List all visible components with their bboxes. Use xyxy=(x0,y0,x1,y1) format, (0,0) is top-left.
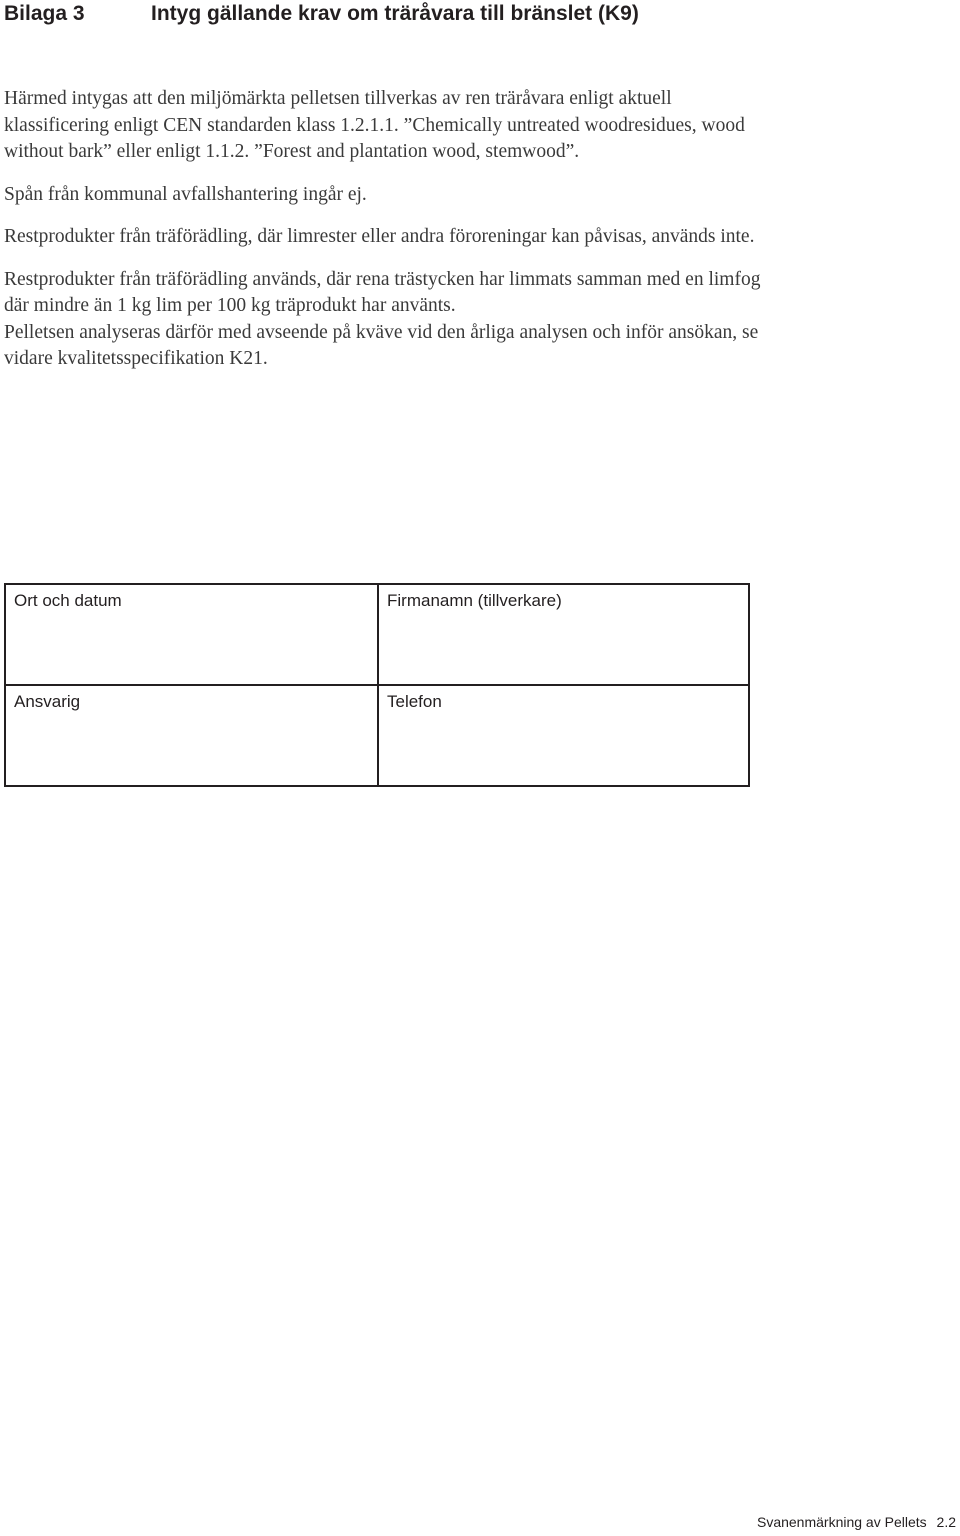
page-footer xyxy=(757,1514,956,1530)
paragraph-certification: Härmed intygas att den miljömärkta pelletsen tillverkas av ren träråvara enligt aktuell klassificering enligt CEN standarden klass 1.2.1.1. ”Chemically untreated woodresidues, wood without bark” eller enligt 1.1.2. ”Forest and plantation wood, stemwood”. xyxy=(4,88,745,162)
place-date-label: Ort och datum xyxy=(14,591,122,610)
footer-text: Svanenmärkning av Pellets xyxy=(756,1514,927,1530)
company-name-label: Firmanamn (tillverkare) xyxy=(387,591,562,610)
company-name-field[interactable] xyxy=(379,585,748,686)
paragraph-residues-excluded: Restprodukter från träförädling, där limrester eller andra föroreningar kan påvisas, används inte. xyxy=(4,226,755,247)
page-number: 2.2 xyxy=(936,1514,956,1530)
appendix-label: Bilaga 3 xyxy=(4,2,85,25)
page-title: Intyg gällande krav om träråvara till bränslet (K9) xyxy=(151,2,639,25)
responsible-field[interactable] xyxy=(6,686,379,785)
body-text xyxy=(4,86,764,389)
page-header xyxy=(4,0,944,30)
responsible-label: Ansvarig xyxy=(14,692,81,711)
paragraph-shavings: Spån från kommunal avfallshantering ingår ej. xyxy=(4,183,367,205)
signature-table xyxy=(4,583,750,787)
paragraph-residues-glued: Restprodukter från träförädling används, där rena trästycken har limmats samman med en limfog där mindre än 1 kg lim per 100 kg träprodukt har använts. xyxy=(4,268,761,316)
phone-label: Telefon xyxy=(387,692,442,711)
phone-field[interactable] xyxy=(379,686,748,785)
place-date-field[interactable] xyxy=(6,585,379,686)
paragraph-nitrogen-analysis: Pelletsen analyseras därför med avseende på kväve vid den årliga analysen och inför ansökan, se vidare kvalitetsspecifikation K21. xyxy=(4,321,759,369)
